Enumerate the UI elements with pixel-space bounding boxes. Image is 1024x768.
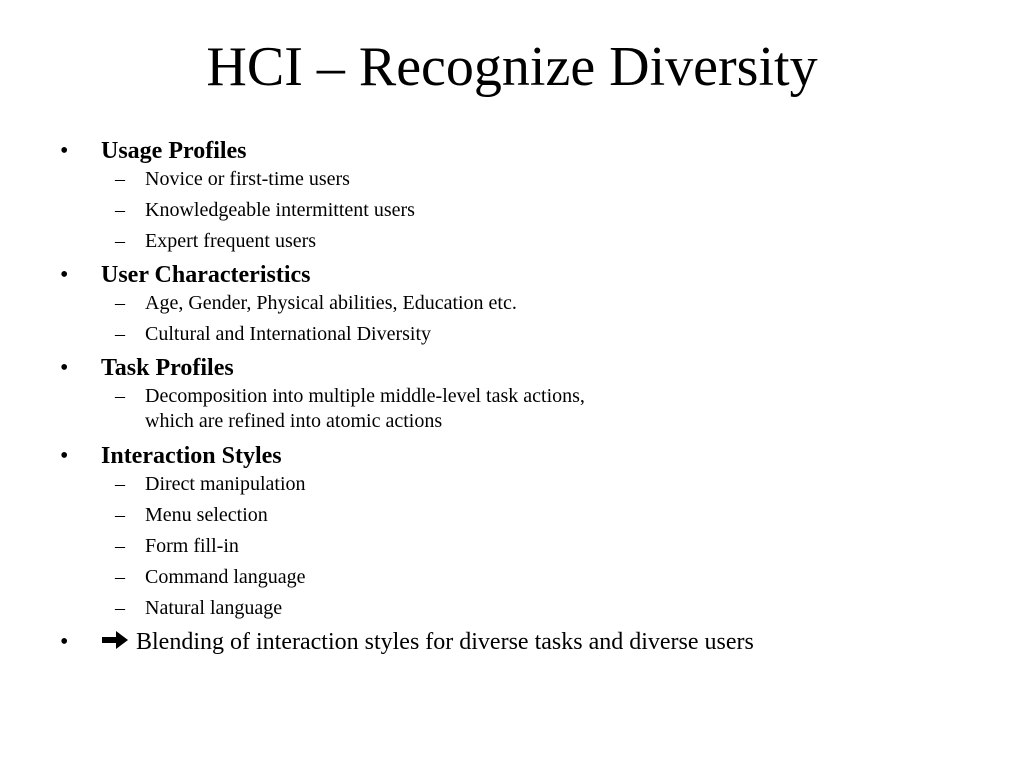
- sub-bullet-marker: –: [115, 199, 125, 221]
- bullet-heading: Task Profiles: [101, 355, 234, 381]
- sub-bullet: [0, 384, 1024, 441]
- sub-bullet-marker: –: [115, 292, 125, 314]
- sub-bullet: [0, 565, 1024, 596]
- sub-bullet-text: Knowledgeable intermittent users: [145, 199, 415, 221]
- sub-bullet: [0, 291, 1024, 322]
- sub-bullet-text: Form fill-in: [145, 535, 239, 557]
- bullet-marker: •: [60, 262, 69, 288]
- bullet-task-profiles: [0, 353, 1024, 384]
- bullet-marker: •: [60, 138, 69, 164]
- bullet-marker: •: [60, 443, 69, 469]
- sub-bullet-text: Command language: [145, 566, 306, 588]
- sub-bullet: [0, 167, 1024, 198]
- sub-bullet: [0, 534, 1024, 565]
- sub-bullet-marker: –: [115, 323, 125, 345]
- sub-bullet: [0, 229, 1024, 260]
- sub-bullet-marker: –: [115, 473, 125, 495]
- bullet-blending: [0, 627, 1024, 658]
- bullet-usage-profiles: [0, 136, 1024, 167]
- sub-bullet-text: Age, Gender, Physical abilities, Education etc.: [145, 292, 517, 314]
- sub-bullet-marker: –: [115, 168, 125, 190]
- slide-title: HCI – Recognize Diversity: [206, 36, 818, 98]
- sub-bullet-text: Expert frequent users: [145, 230, 317, 252]
- bullet-list: [0, 136, 1024, 658]
- sub-bullet-text-line-2: which are refined into atomic actions: [145, 410, 443, 432]
- sub-bullet-text: Novice or first-time users: [145, 168, 350, 190]
- right-arrow-icon: [101, 629, 129, 651]
- bullet-heading: Interaction Styles: [101, 443, 282, 469]
- bullet-text: Blending of interaction styles for diverse tasks and diverse users: [136, 629, 754, 655]
- sub-bullet-text: Direct manipulation: [145, 473, 306, 495]
- sub-bullet-marker: –: [115, 566, 125, 588]
- sub-bullet: [0, 322, 1024, 353]
- sub-bullet-marker: –: [115, 230, 125, 252]
- bullet-interaction-styles: [0, 441, 1024, 472]
- sub-bullet-marker: –: [115, 535, 125, 557]
- sub-bullet-text: Cultural and International Diversity: [145, 323, 432, 345]
- sub-bullet-marker: –: [115, 504, 125, 526]
- bullet-heading: Usage Profiles: [101, 138, 247, 164]
- bullet-marker: •: [60, 629, 69, 655]
- sub-bullet-text: Natural language: [145, 597, 283, 619]
- sub-bullet: [0, 503, 1024, 534]
- sub-bullet: [0, 198, 1024, 229]
- sub-bullet-marker: –: [115, 597, 125, 619]
- sub-bullet: [0, 472, 1024, 503]
- sub-bullet-marker: –: [115, 385, 125, 407]
- sub-bullet: [0, 596, 1024, 627]
- bullet-heading: User Characteristics: [101, 262, 311, 288]
- sub-bullet-text-line-1: Decomposition into multiple middle-level task actions,: [145, 385, 585, 407]
- sub-bullet-text: Menu selection: [145, 504, 268, 526]
- bullet-marker: •: [60, 355, 69, 381]
- bullet-user-characteristics: [0, 260, 1024, 291]
